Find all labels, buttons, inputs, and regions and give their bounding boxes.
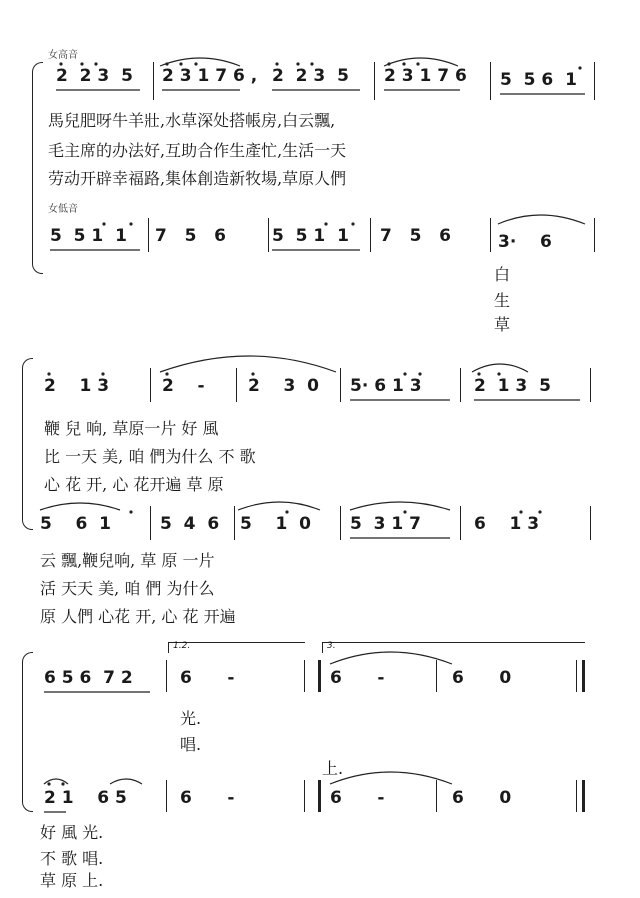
lyric-line: 比 一天 美, 咱 們为什么 不 歌	[44, 447, 256, 466]
note-group: 7 5 6	[155, 226, 226, 246]
note-group: 6 0	[452, 788, 512, 808]
note-group: 2 2 3 5	[272, 66, 349, 86]
part-label-soprano: 女高音	[48, 50, 78, 61]
note-group: 3· 6	[498, 232, 552, 252]
note-group: 5 5 1 1	[272, 226, 349, 246]
note-group: 2 -	[162, 376, 205, 396]
note-group: 5 4 6	[160, 514, 220, 534]
lyric-word: 上.	[322, 759, 344, 778]
note-group: 6 -	[180, 668, 235, 688]
note-group: 6 0	[452, 668, 512, 688]
note-group: 2 3 0	[248, 376, 319, 396]
lyric-word: 生	[494, 291, 511, 310]
note-group: 6 -	[180, 788, 235, 808]
note-group: 6 -	[330, 788, 385, 808]
note-group: 6 5 6 7 2	[44, 668, 133, 688]
part-label-alto: 女低音	[48, 204, 78, 215]
lyric-line: 原 人們 心花 开, 心 花 开遍	[40, 607, 236, 626]
lyric-line: 心 花 开, 心 花开遍 草 原	[44, 475, 224, 494]
lyric-line: 鞭 兒 响, 草原一片 好 風	[44, 419, 219, 438]
note-group: 5 6 1	[40, 514, 111, 534]
lyric-word: 光.	[180, 709, 202, 728]
lyric-line: 云 飄,鞭兒响, 草 原 一片	[40, 551, 215, 570]
note-group: 6 -	[330, 668, 385, 688]
note-group: 2 3 1 7 6 ,	[162, 66, 258, 86]
lyric-line: 草 原 上.	[40, 871, 104, 890]
lyric-line: 不 歌 唱.	[40, 849, 104, 868]
note-group: 6 1 3	[474, 514, 540, 534]
lyric-line: 劳动开辟幸福路,集体創造新牧場,草原人們	[48, 169, 347, 188]
note-group: 7 5 6	[380, 226, 451, 246]
lyric-line: 活 天天 美, 咱 們 为什么	[40, 579, 215, 598]
lyric-line: 好 風 光.	[40, 823, 104, 842]
note-group: 2 1 3 5	[474, 376, 551, 396]
lyric-word: 草	[494, 315, 511, 334]
note-group: 5 3 1 7	[350, 514, 421, 534]
lyric-line: 馬兒肥呀牛羊壯,水草深处搭帳房,白云飄,	[48, 111, 336, 130]
note-group: 2 2 3 5	[56, 66, 133, 86]
note-group: 5 5 1 1	[50, 226, 127, 246]
note-group: 2 1 3	[44, 376, 110, 396]
volta-bracket-3: 3.	[322, 642, 585, 653]
lyric-line: 毛主席的办法好,互助合作生產忙,生活一天	[48, 141, 347, 160]
lyric-word: 白	[494, 265, 511, 284]
note-group: 2 1 6 5	[44, 788, 127, 808]
note-group: 2 3 1 7 6	[384, 66, 467, 86]
note-group: 5 5 6 1	[500, 70, 577, 90]
lyric-word: 唱.	[180, 735, 202, 754]
note-group: 5 1 0	[240, 514, 311, 534]
volta-bracket-1-2: 1.2.	[168, 642, 305, 653]
note-group: 5· 6 1 3	[350, 376, 422, 396]
